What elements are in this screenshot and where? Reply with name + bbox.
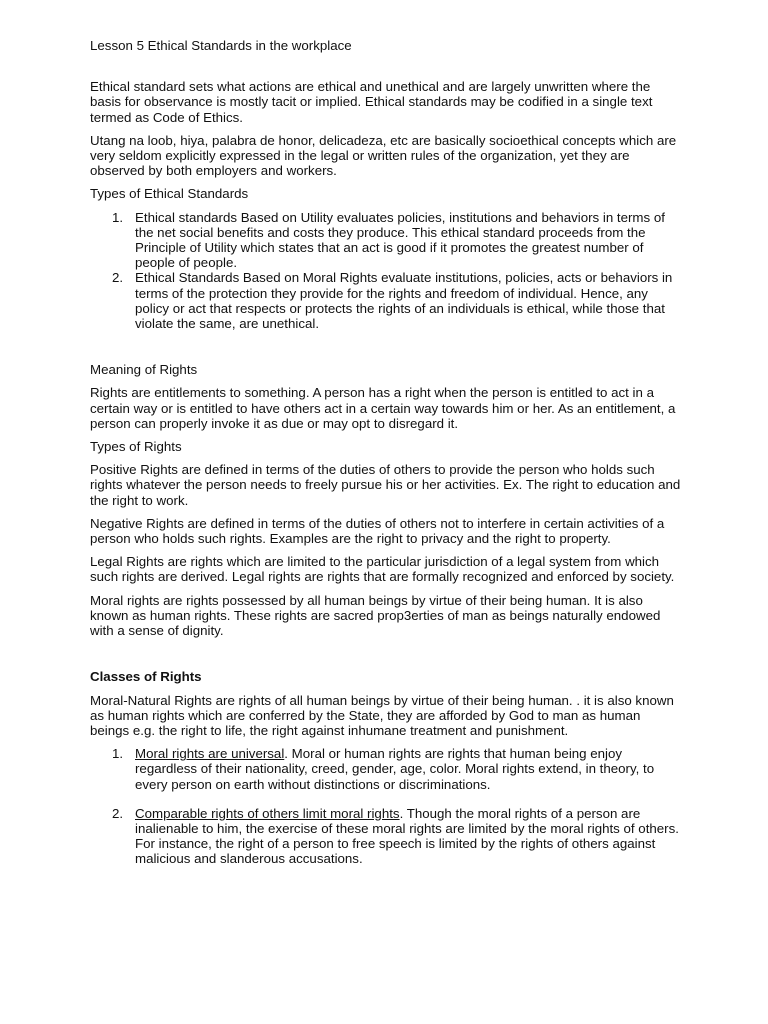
list-item-text: . Though the moral rights of a person are inalienable to him, the exercise of these moral rights are limited by the moral rights of others. For instance, the right of a person to free speech is limited by the rights of others against malicious and slanderous accusations. xyxy=(135,805,679,867)
list-item xyxy=(90,270,682,331)
meaning-paragraph: Rights are entitlements to something. A person has a right when the person is entitled to act in a certain way or is entitled to have others act in a certain way towards him or her. As an entitlement, a person can properly invoke it as due or may opt to disregard it. xyxy=(90,385,676,431)
legal-rights-paragraph: Legal Rights are rights which are limited to the particular jurisdiction of a legal system from which such rights are derived. Legal rights are rights that are formally recognized and enforced by society. xyxy=(90,554,675,585)
negative-rights-paragraph: Negative Rights are defined in terms of the duties of others not to interfere in certain activities of a person who holds such rights. Examples are the right to privacy and the right to property. xyxy=(90,515,665,547)
list-number: 2. xyxy=(112,270,124,286)
list-item xyxy=(90,210,682,271)
list-item-text: Ethical Standards Based on Moral Rights evaluate institutions, policies, acts or behaviors in terms of the protection they provide for the rights and freedom of individual. Hence, any policy or act that respects or protects the rights of an individuals is ethical, while those that violate the same, are unethical. xyxy=(135,270,673,332)
meaning-of-rights-heading: Meaning of Rights xyxy=(90,362,198,378)
list-number: 2. xyxy=(112,805,124,821)
spacer xyxy=(90,792,682,806)
moral-natural-paragraph: Moral-Natural Rights are rights of all human beings by virtue of their being human. . it is also known as human rights which are conferred by the State, they are afforded by God to man as human beings e.g. the right to life, the right against inhumane treatment and punishment. xyxy=(90,692,674,738)
classes-list xyxy=(90,746,682,792)
spacer xyxy=(90,646,682,669)
list-number: 1. xyxy=(112,209,124,225)
list-number: 1. xyxy=(112,746,124,762)
classes-list xyxy=(90,806,682,867)
types-of-rights-heading: Types of Rights xyxy=(90,439,182,455)
utang-paragraph: Utang na loob, hiya, palabra de honor, delicadeza, etc are basically socioethical concepts which are very seldom explicitly expressed in the legal or written rules of the organization, yet they are observed by both employers and workers. xyxy=(90,132,677,179)
spacer xyxy=(90,331,682,362)
list-item-lead: Moral rights are universal xyxy=(135,746,285,762)
document-page xyxy=(90,38,682,867)
types-ethical-standards-heading: Types of Ethical Standards xyxy=(90,186,249,202)
list-item-text: . Moral or human rights are rights that human being enjoy regardless of their nationality, creed, gender, age, color. Moral rights extend, in theory, to every person on earth without distinctions or discriminations. xyxy=(135,746,655,792)
moral-rights-paragraph: Moral rights are rights possessed by all human beings by virtue of their being human. It is also known as human rights. These rights are sacred prop3erties of man as beings naturally endowed with a sense of dignity. xyxy=(90,592,661,639)
types-list xyxy=(90,210,682,332)
list-item-lead: Comparable rights of others limit moral rights xyxy=(135,805,400,821)
list-item xyxy=(90,806,682,867)
positive-rights-paragraph: Positive Rights are defined in terms of the duties of others to provide the person who holds such rights whatever the person needs to freely pursue his or her activities. Ex. The right to education and the right to work. xyxy=(90,462,681,508)
intro-paragraph: Ethical standard sets what actions are ethical and unethical and are largely unwritten where the basis for observance is mostly tacit or implied. Ethical standards may be codified in a single text termed as Code of Ethics. xyxy=(90,79,653,125)
document-title: Lesson 5 Ethical Standards in the workplace xyxy=(90,38,352,53)
list-item xyxy=(90,746,682,792)
classes-of-rights-heading: Classes of Rights xyxy=(90,669,202,685)
list-item-text: Ethical standards Based on Utility evaluates policies, institutions and behaviors in terms of the net social benefits and costs they produce. This ethical standard proceeds from the Principle of Utility which states that an act is good if it promotes the greatest number of people of people. xyxy=(135,209,665,271)
